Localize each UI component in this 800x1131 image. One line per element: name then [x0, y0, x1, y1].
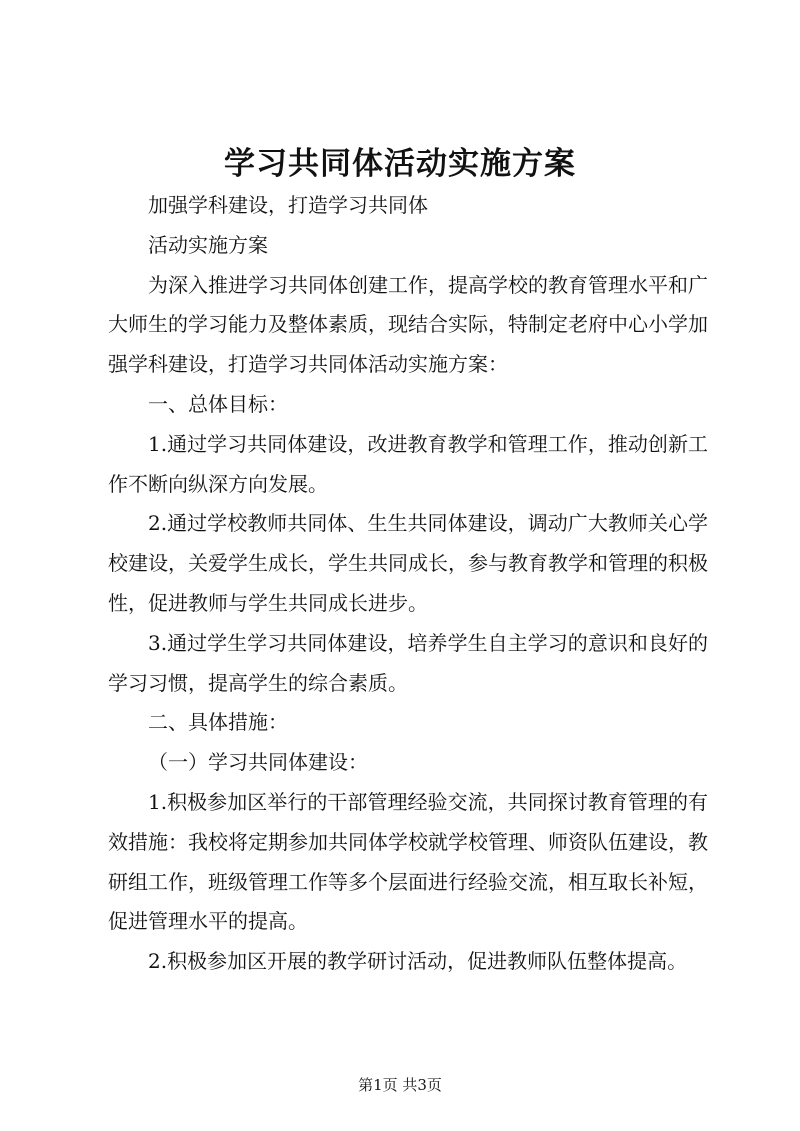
intro-paragraph: 为深入推进学习共同体创建工作，提高学校的教育管理水平和广大师生的学习能力及整体素质，现结合实际，特制定老府中心小学加强学科建设，打造学习共同体活动实施方案：	[108, 272, 708, 377]
measure-item-1: 1.积极参加区举行的干部管理经验交流，共同探讨教育管理的有效措施：我校将定期参加共同体学校就学校管理、师资队伍建设，教研组工作，班级管理工作等多个层面进行经验交流，相互取长补短，促进管理水平的提高。	[108, 789, 708, 934]
goal-item-2: 2.通过学校教师共同体、生生共同体建设，调动广大教师关心学校建设，关爱学生成长，学生共同成长，参与教育教学和管理的积极性，促进教师与学生共同成长进步。	[108, 511, 708, 615]
measure-item-2: 2.积极参加区开展的教学研讨活动，促进教师队伍整体提高。	[148, 949, 688, 974]
goal-item-1: 1.通过学习共同体建设，改进教育教学和管理工作，推动创新工作不断向纵深方向发展。	[108, 431, 708, 496]
goal-item-3: 3.通过学生学习共同体建设，培养学生自主学习的意识和良好的学习习惯，提高学生的综合素质。	[108, 630, 708, 695]
subsection-heading-1: （一）学习共同体建设：	[148, 750, 368, 775]
subtitle-line-2: 活动实施方案	[148, 232, 268, 257]
section-heading-measures: 二、具体措施：	[148, 710, 288, 735]
page-footer: 第1页 共3页	[358, 1076, 442, 1094]
section-heading-goals: 一、总体目标：	[148, 391, 288, 416]
document-body	[108, 186, 708, 982]
document-title: 学习共同体活动实施方案	[224, 146, 576, 182]
subtitle-line-1: 加强学科建设，打造学习共同体	[148, 193, 428, 217]
